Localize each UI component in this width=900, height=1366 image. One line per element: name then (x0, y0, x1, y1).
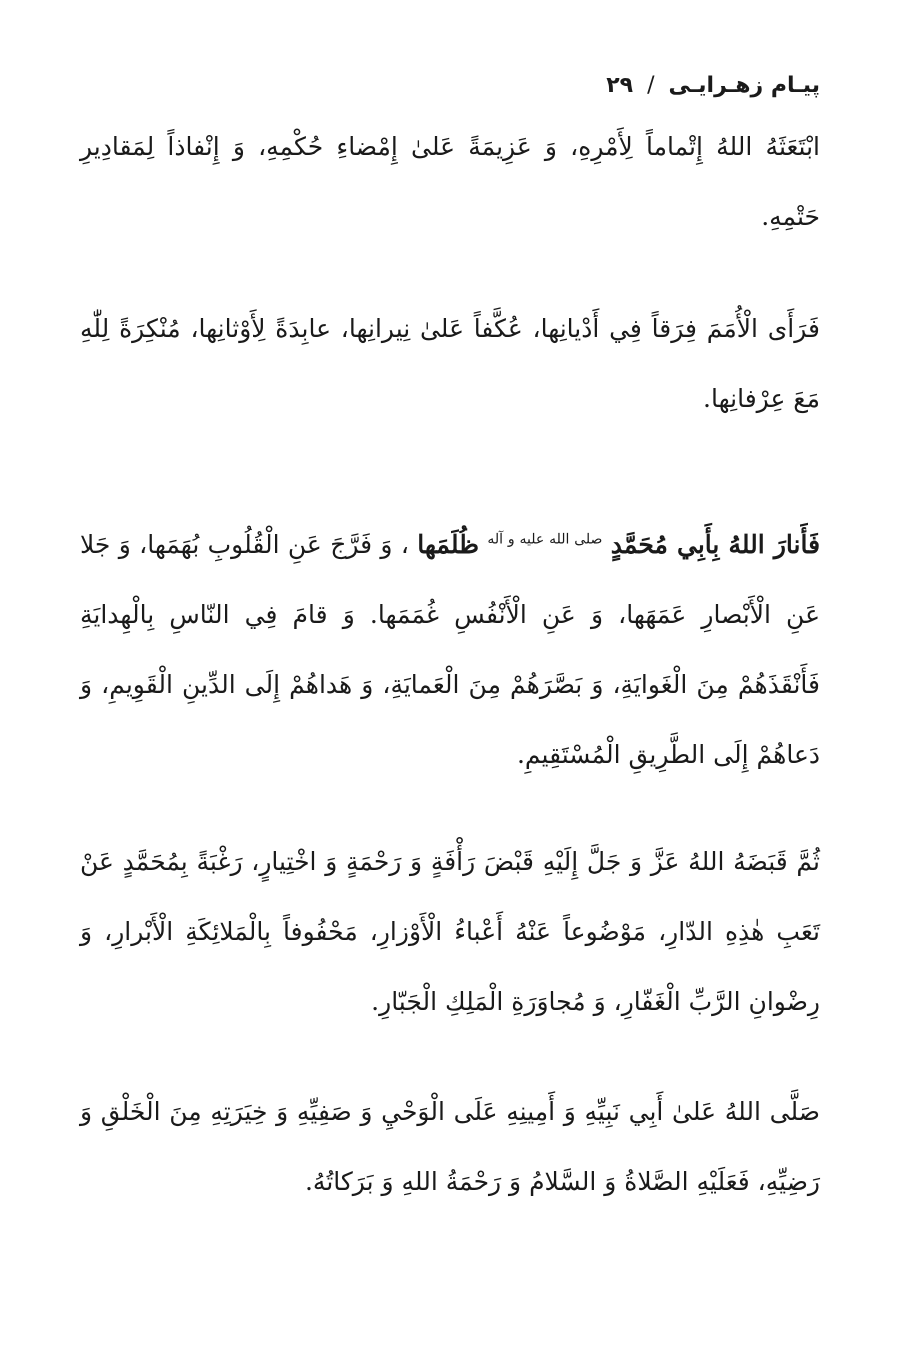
paragraph-4-text: ثُمَّ قَبَضَهُ اللهُ عَزَّ وَ جَلَّ إِلَيْهِ قَبْضَ رَأْفَةٍ وَ رَحْمَةٍ وَ اخْتِيارٍ، رَغْبَةً بِمُحَمَّدٍ عَنْ تَعَبِ هٰذِهِ الدّارِ، مَوْضُوعاً عَنْهُ أَعْباءُ الْأَوْزارِ، مَحْفُوفاً بِالْمَلائِكَةِ الْأَبْرارِ، وَ رِضْوانِ الرَّبِّ الْغَفّارِ، وَ مُجاوَرَةِ الْمَلِكِ الْجَبّارِ. (80, 847, 820, 1016)
paragraph-3-bold-word: ظُلَمَها (417, 530, 480, 559)
running-header (80, 66, 820, 106)
book-title: پیـام زهـرایـی (668, 73, 820, 98)
paragraph-3-bold-lead: فَأَنارَ اللهُ بِأَبِي مُحَمَّدٍ (610, 530, 821, 559)
header-separator: / (647, 73, 655, 98)
paragraph-4 (80, 827, 820, 1037)
paragraph-3 (80, 510, 820, 790)
paragraph-3-text: ، وَ فَرَّجَ عَنِ الْقُلُوبِ بُهَمَها، وَ جَلا عَنِ الْأَبْصارِ عَمَهَها، وَ عَنِ الْأَنْفُسِ غُمَمَها. وَ قامَ فِي النّاسِ بِالْهِدايَةِ فَأَنْقَذَهُمْ مِنَ الْغَوايَةِ، وَ بَصَّرَهُمْ مِنَ الْعَمايَةِ، وَ هَداهُمْ إِلَى الدِّينِ الْقَوِيمِ، وَ دَعاهُمْ إِلَى الطَّرِيقِ الْمُسْتَقِيمِ. (80, 530, 820, 769)
paragraph-1 (80, 112, 820, 252)
page-number: ۲۹ (606, 73, 634, 98)
paragraph-2 (80, 294, 820, 434)
salawat-ligature: صلى الله عليه و آله (487, 531, 603, 548)
paragraph-5-text: صَلَّى اللهُ عَلىٰ أَبِي نَبِيِّهِ وَ أَمِينِهِ عَلَى الْوَحْيِ وَ صَفِيِّهِ وَ خِيَرَتِهِ مِنَ الْخَلْقِ وَ رَضِيِّهِ، فَعَلَيْهِ الصَّلاةُ وَ السَّلامُ وَ رَحْمَةُ اللهِ وَ بَرَكاتُهُ. (80, 1097, 820, 1196)
paragraph-2-text: فَرَأَى الْأُمَمَ فِرَقاً فِي أَدْيانِها، عُكَّفاً عَلىٰ نِيرانِها، عابِدَةً لِأَوْثانِها، مُنْكِرَةً لِلّٰهِ مَعَ عِرْفانِها. (80, 314, 820, 413)
paragraph-1-text: ابْتَعَثَهُ اللهُ إِتْماماً لِأَمْرِهِ، وَ عَزِيمَةً عَلىٰ إِمْضاءِ حُكْمِهِ، وَ إِنْفاذاً لِمَقادِيرِ حَتْمِهِ. (80, 132, 820, 231)
paragraph-5 (80, 1077, 820, 1217)
